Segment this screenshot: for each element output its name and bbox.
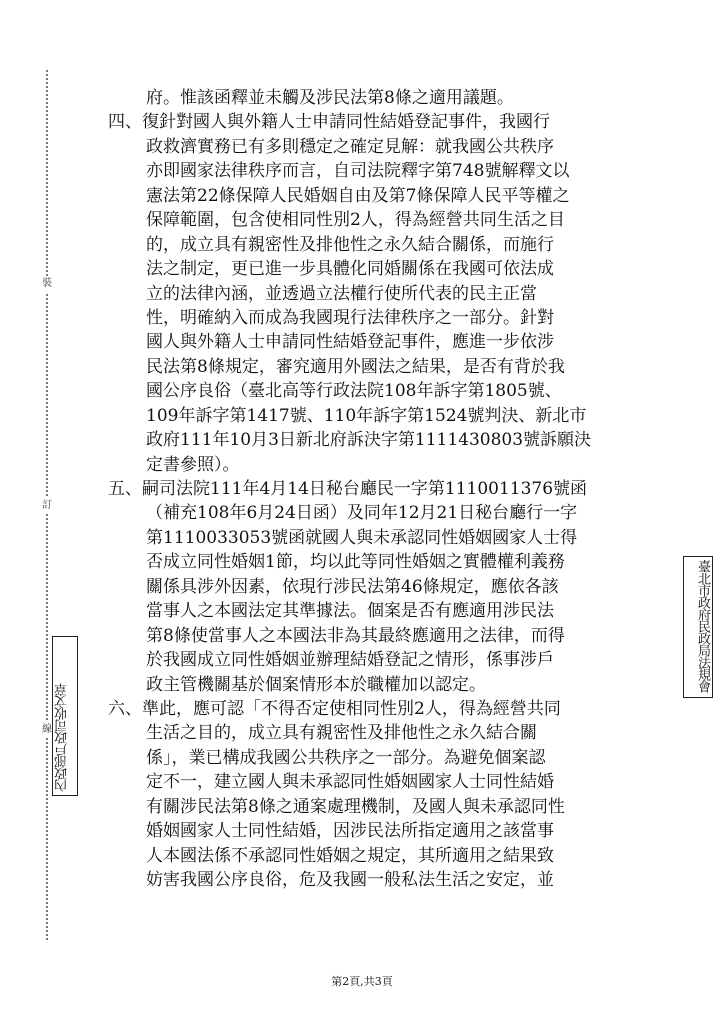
- text-line: 第1110033053號函就國人與未承認同性婚姻國家人士得: [146, 527, 578, 548]
- text-line: 性，明確納入而成為我國現行法律秩序之一部分。針對: [146, 307, 554, 328]
- text-line: 四、復針對國人與外籍人士申請同性結婚登記事件，我國行: [108, 112, 550, 133]
- text-line: 第8條使當事人之本國法非為其最終應適用之法律，而得: [146, 625, 565, 646]
- text-line: 人本國法係不承認同性婚姻之規定，其所適用之結果致: [146, 845, 554, 866]
- text-line: 五、嗣司法院111年4月14日秘台廳民一字第1110011376號函: [108, 479, 588, 499]
- text-line: 109年訴字第1417號、110年訴字第1524號判決、新北市: [146, 405, 587, 426]
- text-line: 國人與外籍人士申請同性結婚登記事件，應進一步依涉: [146, 332, 554, 353]
- text-line: 保障範圍，包含使相同性別2人，得為經營共同生活之目: [146, 210, 565, 231]
- text-line: 婚姻國家人士同性結婚，因涉民法所指定適用之該當事: [146, 821, 554, 842]
- text-line: 立的法律內涵，並透過立法權行使所代表的民主正當: [146, 283, 537, 304]
- received-stamp-left: 內政部戶政司收文章: [52, 636, 78, 796]
- page-number-footer: 第2頁,共3頁: [331, 975, 393, 988]
- text-line: 關係具涉外因素，依現行涉民法第46條規定，應依各該: [146, 576, 559, 597]
- text-line: 於我國成立同性婚姻並辦理結婚登記之情形，係事涉戶: [146, 650, 554, 671]
- text-line: 六、準此，應可認「不得否定使相同性別2人，得為經營共同: [108, 698, 561, 719]
- binding-mark-xian: 線: [38, 722, 56, 738]
- text-line: 政府111年10月3日新北府訴決字第1111430803號訴願決: [146, 430, 592, 451]
- text-line: 妨害我國公序良俗，危及我國一般私法生活之安定，並: [146, 870, 554, 890]
- text-line: 政主管機關基於個案情形本於職權加以認定。: [146, 674, 486, 695]
- text-line: 法之制定，更已進一步具體化同婚關係在我國可依法成: [146, 259, 554, 280]
- text-line: 憲法第22條保障人民婚姻自由及第7條保障人民平等權之: [146, 185, 570, 206]
- text-line: 生活之目的，成立具有親密性及排他性之永久結合關: [146, 723, 537, 744]
- text-line: 民法第8條規定，審究適用外國法之結果，是否有背於我: [146, 356, 565, 377]
- text-line: 定不一，建立國人與未承認同性婚姻國家人士同性結婚: [146, 772, 554, 793]
- text-line: 亦即國家法律秩序而言，自司法院釋字第748號解釋文以: [146, 161, 570, 182]
- text-line: 否成立同性婚姻1節，均以此等同性婚姻之實體權利義務: [146, 552, 565, 573]
- binding-mark-zhuang: 裝: [38, 276, 56, 292]
- text-line: 當事人之本國法定其準據法。個案是否有應適用涉民法: [146, 601, 554, 622]
- text-line: 府。惟該函釋並未觸及涉民法第8條之適用議題。: [146, 88, 514, 108]
- received-stamp-right: 臺北市政府民政局法規會: [683, 556, 713, 698]
- text-line: 定書參照）。: [146, 454, 240, 475]
- text-line: 的，成立具有親密性及排他性之永久結合關係，而施行: [146, 234, 554, 255]
- text-line: 國公序良俗（臺北高等行政法院108年訴字第1805號、: [146, 381, 562, 402]
- text-line: 係」，業已構成我國公共秩序之一部分。為避免個案認: [146, 747, 546, 768]
- text-line: （補充108年6月24日函）及同年12月21日秘台廳行一字: [146, 503, 578, 524]
- text-line: 有關涉民法第8條之通案處理機制，及國人與未承認同性: [146, 796, 565, 817]
- document-body: [108, 86, 638, 892]
- binding-mark-ding: 訂: [38, 498, 56, 514]
- text-line: 政救濟實務已有多則穩定之確定見解：就我國公共秩序: [146, 136, 554, 157]
